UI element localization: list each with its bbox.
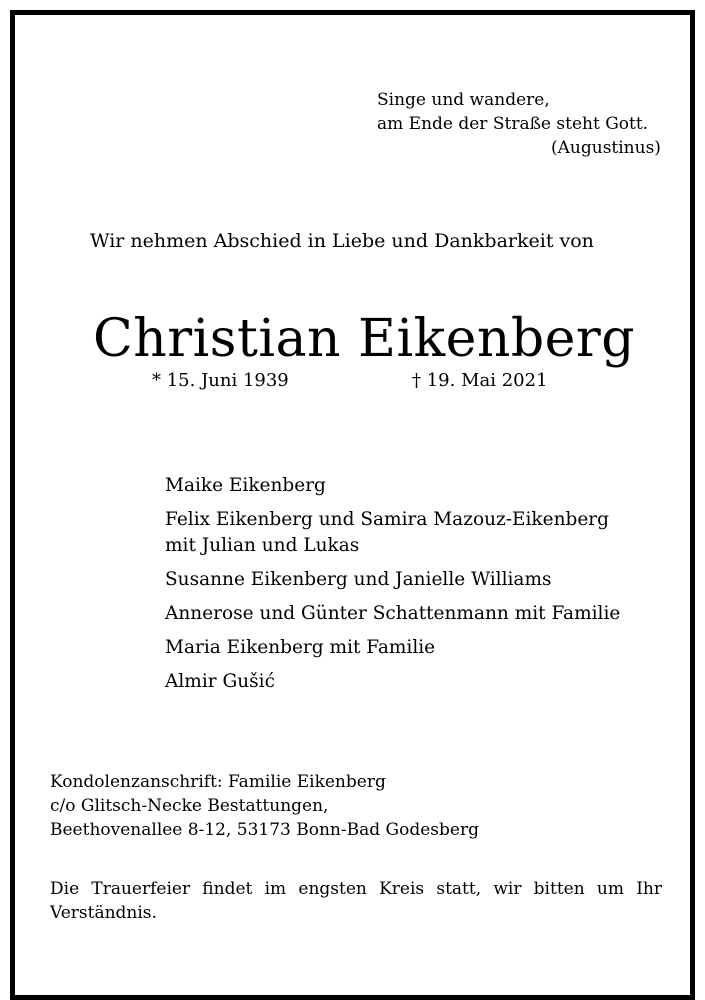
mourners-list (165, 473, 620, 703)
mourner-entry (165, 507, 620, 559)
mourner-line: Annerose und Günter Schattenmann mit Familie (165, 603, 621, 624)
mourner-entry (165, 635, 620, 661)
mourner-entry (165, 567, 620, 593)
address-line-1: Kondolenzanschrift: Familie Eikenberg (50, 772, 386, 792)
funeral-notice: Die Trauerfeier findet im engsten Kreis statt, wir bitten um Ihr Verständnis. (50, 879, 662, 923)
address-line-3: Beethovenallee 8-12, 53173 Bonn-Bad Godesberg (50, 820, 479, 840)
mourner-entry (165, 601, 620, 627)
quote-line-1: Singe und wandere, (377, 90, 550, 110)
deceased-name: Christian Eikenberg (93, 309, 636, 369)
mourner-line: Maike Eikenberg (165, 475, 326, 496)
mourner-line: Maria Eikenberg mit Familie (165, 637, 436, 658)
mourner-line: Susanne Eikenberg und Janielle Williams (165, 569, 552, 590)
quote-author: (Augustinus) (551, 138, 661, 158)
quote-line-2: am Ende der Straße steht Gott. (377, 114, 649, 134)
mourner-line-2: mit Julian und Lukas (165, 535, 360, 556)
obituary-frame (10, 10, 695, 1000)
death-date: † 19. Mai 2021 (412, 370, 548, 391)
mourner-line: Almir Gušić (165, 671, 275, 692)
condolence-address (50, 770, 479, 842)
intro-text: Wir nehmen Abschied in Liebe und Dankbarkeit von (90, 230, 594, 252)
mourner-entry (165, 473, 620, 499)
birth-date: * 15. Juni 1939 (152, 370, 289, 391)
address-line-2: c/o Glitsch-Necke Bestattungen, (50, 796, 329, 816)
mourner-entry (165, 669, 620, 695)
mourner-line: Felix Eikenberg und Samira Mazouz-Eikenberg (165, 509, 609, 530)
